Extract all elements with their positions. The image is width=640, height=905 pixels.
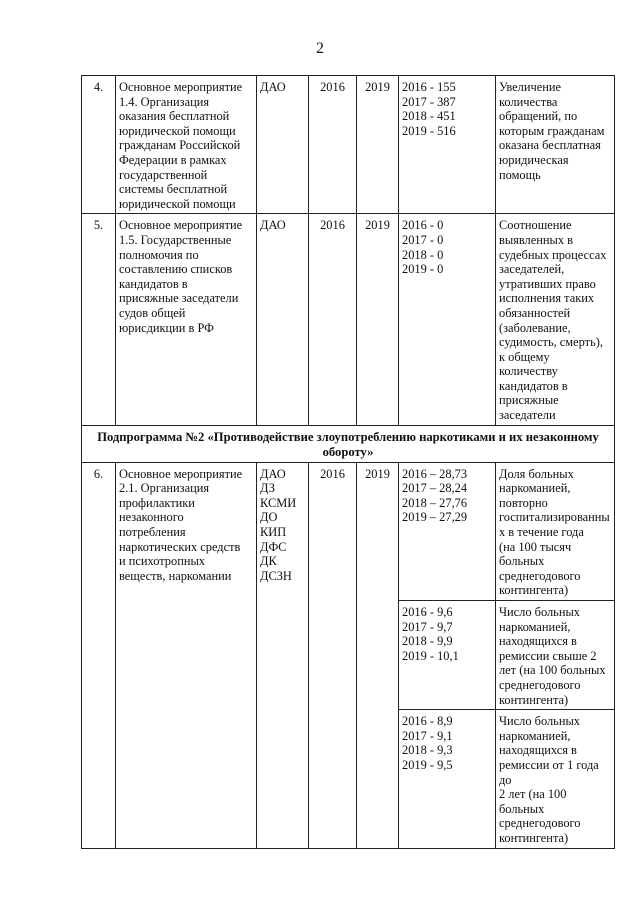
executor: ДО bbox=[260, 510, 278, 525]
executor: ДАО bbox=[260, 466, 286, 481]
indicator-values: 2016 - 155 2017 - 387 2018 - 451 2019 - 516 bbox=[399, 76, 496, 214]
executors-cell bbox=[257, 214, 309, 425]
executor: ДСЗН bbox=[260, 568, 292, 583]
end-year: 2019 bbox=[357, 214, 399, 425]
indicator-values: 2016 - 8,9 2017 - 9,1 2018 - 9,3 2019 - 9,5 bbox=[399, 710, 496, 848]
indicator-description: Доля больных наркоманией, повторно госпитализированны х в течение года (на 100 тысяч больных среднегодового контингента) bbox=[496, 462, 615, 600]
executor: ДАО bbox=[260, 80, 286, 94]
executor: КИП bbox=[260, 525, 287, 540]
executor: КСМИ bbox=[260, 495, 297, 510]
indicator-description: Число больных наркоманией, находящихся в ремиссии свыше 2 лет (на 100 больных среднегодового контингента) bbox=[496, 601, 615, 710]
indicator-description: Число больных наркоманией, находящихся в ремиссии от 1 года до 2 лет (на 100 больных среднегодового контингента) bbox=[496, 710, 615, 848]
activity-name: Основное мероприятие 1.4. Организация оказания бесплатной юридической помощи гражданам Российской Федерации в рамках государственной системы бесплатной юридической помощи bbox=[116, 76, 257, 214]
indicator-description: Увеличение количества обращений, по которым гражданам оказана бесплатная юридическая помощь bbox=[496, 76, 615, 214]
start-year: 2016 bbox=[309, 76, 357, 214]
row-number: 4. bbox=[82, 76, 116, 214]
subprogram-header-row bbox=[82, 425, 615, 462]
program-activities-table bbox=[81, 75, 615, 849]
table-row bbox=[82, 462, 615, 600]
table-row bbox=[82, 214, 615, 425]
start-year: 2016 bbox=[309, 462, 357, 848]
indicator-description: Соотношение выявленных в судебных процессах заседателей, утративших право исполнения таких обязанностей (заболевание, судимость, смерть), к общему количеству кандидатов в присяжные заседатели bbox=[496, 214, 615, 425]
executor: ДЗ bbox=[260, 481, 275, 496]
page-number: 2 bbox=[316, 40, 324, 57]
start-year: 2016 bbox=[309, 214, 357, 425]
end-year: 2019 bbox=[357, 76, 399, 214]
subprogram-title: Подпрограмма №2 «Противодействие злоупотреблению наркотиками и их незаконному обороту» bbox=[82, 425, 615, 462]
executors-cell bbox=[257, 76, 309, 214]
indicator-values: 2016 - 0 2017 - 0 2018 - 0 2019 - 0 bbox=[399, 214, 496, 425]
activity-name: Основное мероприятие 1.5. Государственные полномочия по составлению списков кандидатов в присяжные заседатели судов общей юрисдикции в РФ bbox=[116, 214, 257, 425]
executors-cell bbox=[257, 462, 309, 848]
executor: ДФС bbox=[260, 539, 287, 554]
table-row bbox=[82, 76, 615, 214]
row-number: 5. bbox=[82, 214, 116, 425]
executor: ДАО bbox=[260, 218, 286, 233]
indicator-values: 2016 - 9,6 2017 - 9,7 2018 - 9,9 2019 - 10,1 bbox=[399, 601, 496, 710]
activity-name: Основное мероприятие 2.1. Организация профилактики незаконного потребления наркотических средств и психотропных веществ, наркомании bbox=[116, 462, 257, 848]
executor: ДК bbox=[260, 554, 277, 569]
indicator-values: 2016 – 28,73 2017 – 28,24 2018 – 27,76 2019 – 27,29 bbox=[399, 462, 496, 600]
row-number: 6. bbox=[82, 462, 116, 848]
end-year: 2019 bbox=[357, 462, 399, 848]
